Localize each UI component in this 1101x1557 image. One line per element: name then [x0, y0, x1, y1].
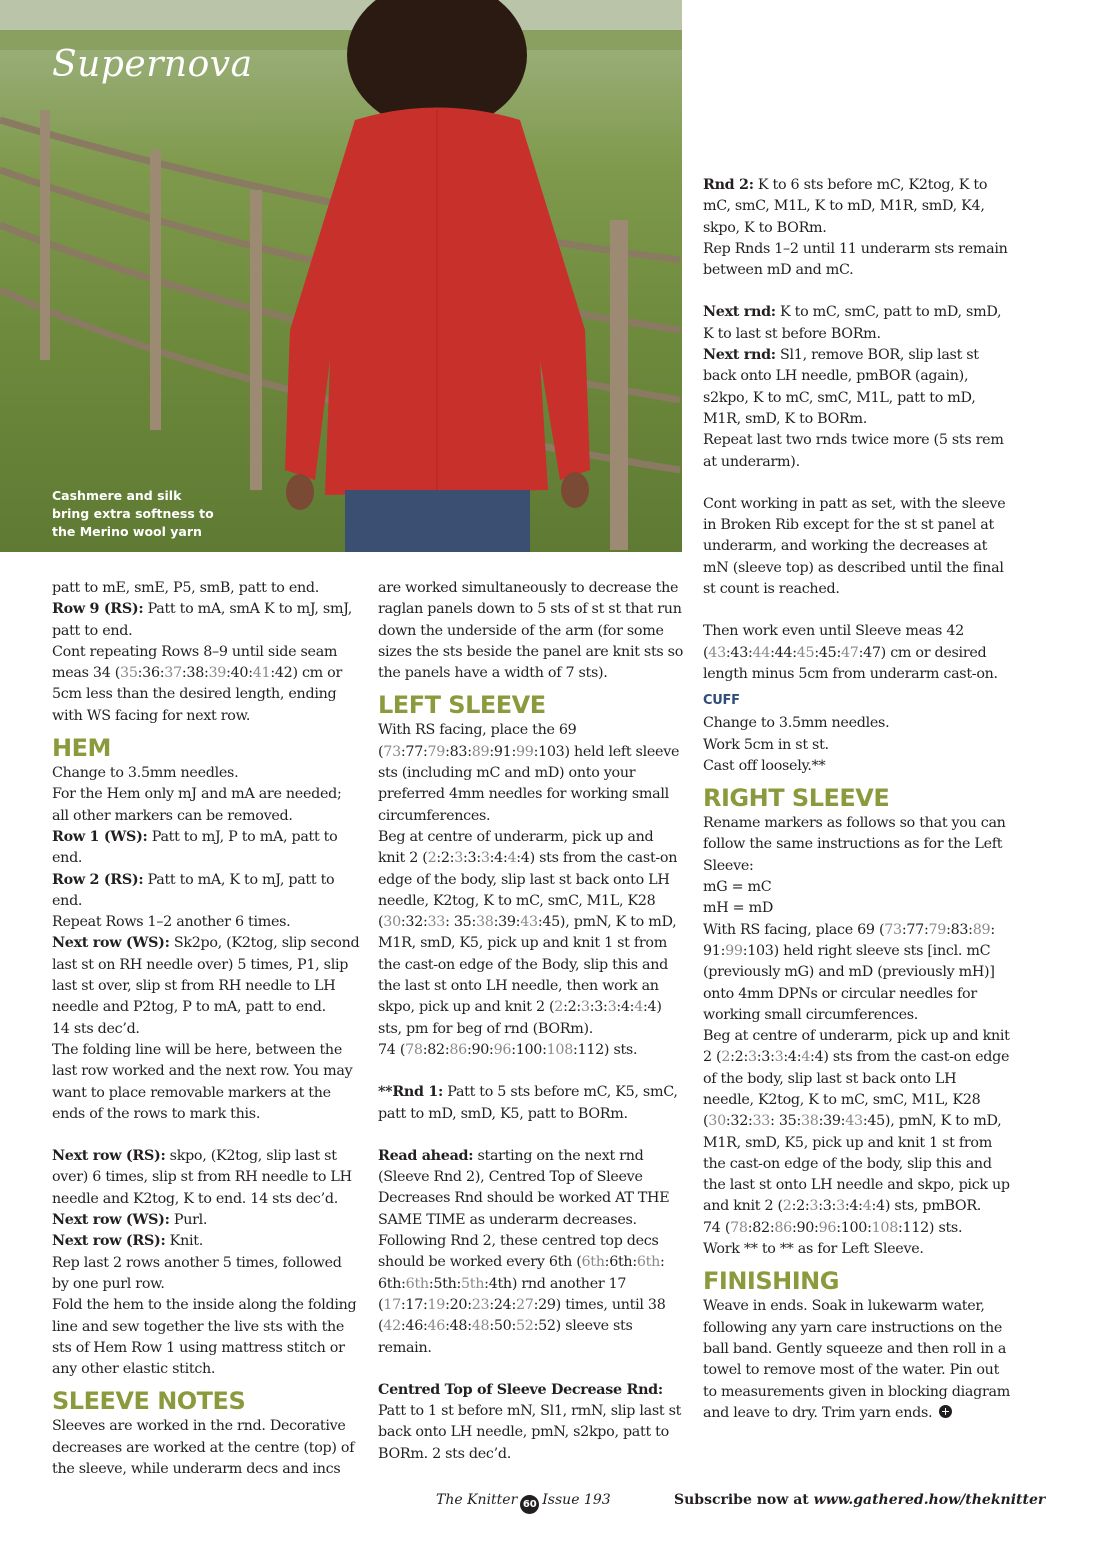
paragraph: Rep Rnds 1–2 until 11 underarm sts remain between mD and mC. — [703, 240, 1008, 279]
paragraph: Row 9 (RS): Patt to mA, smA K to mJ, smJ, patt to end. — [52, 601, 353, 639]
paragraph: With RS facing, place the 69 (73:77:79:83:89:91:99:103) held left sleeve sts (including mC and mD) onto your preferred 4mm needles for working small circumferences. — [378, 722, 680, 824]
paragraph: Next row (WS): Purl. — [52, 1212, 208, 1229]
paragraph: Cont repeating Rows 8–9 until side seam meas 34 (35:36:37:38:39:40:41:42) cm or 5cm less than the desired length, ending with WS facing for next row. — [52, 643, 343, 724]
section-heading-sleeve-notes: SLEEVE NOTES — [52, 1387, 246, 1416]
paragraph: Rep last 2 rows another 5 times, followed by one purl row. — [52, 1254, 342, 1292]
paragraph: mG = mC — [703, 879, 772, 896]
pattern-title: Supernova — [52, 44, 253, 85]
subscribe-label: Subscribe now at — [674, 1492, 814, 1508]
footer-subscribe — [674, 1490, 1045, 1510]
footer-issue — [436, 1490, 611, 1514]
paragraph: Read ahead: starting on the next rnd (Sleeve Rnd 2), Centred Top of Sleeve Decreases Rnd should be worked AT THE SAME TIME as underarm decreases. Following Rnd 2, these centred top decs should be worked every 6th (6th:6th:6th: 6th:6th:5th:5th:4th) rnd another 17 (17:17:19:20:23:24:27:29) times, until 38 (42:46:46:48:48:50:52:52) sleeve sts remain. — [378, 1147, 670, 1356]
column-1 — [52, 578, 362, 1480]
paragraph: Work ** to ** as for Left Sleeve. — [703, 1241, 924, 1258]
column-2 — [378, 578, 684, 1465]
hero-photo — [0, 0, 682, 552]
magazine-name: The Knitter — [436, 1492, 518, 1508]
subheading-cuff: CUFF — [703, 693, 740, 709]
paragraph: Sleeves are worked in the rnd. Decorative decreases are worked at the centre (top) of the sleeve, while underarm decs and incs — [52, 1418, 355, 1477]
section-heading-finishing: FINISHING — [703, 1267, 839, 1296]
paragraph: Rename markers as follows so that you can follow the same instructions as for the Left Sleeve: — [703, 815, 1006, 874]
paragraph: Work 5cm in st st. — [703, 736, 829, 753]
page-number: 60 — [520, 1495, 539, 1514]
paragraph: Cont working in patt as set, with the sleeve in Broken Rib except for the st st panel at underarm, and working the decreases at mN (sleeve top) as described until the final st count is reached. — [703, 495, 1006, 598]
paragraph: For the Hem only mJ and mA are needed; all other markers can be removed. — [52, 786, 342, 824]
paragraph: Beg at centre of underarm, pick up and knit 2 (2:2:3:3:3:4:4:4) sts from the cast-on edge of the body, slip last st back onto LH needle, K2tog, K to mC, smC, M1L, K28 (30:32:33: 35:38:39:43:45), pmN, K to mD, M1R, smD, K5, pick up and knit 1 st from the cast-on edge of the body, slip this and the last st onto LH needle and skpo, pick up and knit 2 (2:2:3:3:3:4:4:4) sts, pmBOR. — [703, 1028, 1010, 1215]
paragraph: patt to mE, smE, P5, smB, patt to end. — [52, 580, 319, 596]
paragraph: Next row (WS): Sk2po, (K2tog, slip second last st on RH needle over) 5 times, P1, slip last st over, slip st from RH needle to LH needle and P2tog, P to mA, patt to end. — [52, 935, 360, 1016]
section-heading-left-sleeve: LEFT SLEEVE — [378, 691, 546, 720]
paragraph: Centred Top of Sleeve Decrease Rnd: Patt to 1 st before mN, Sl1, rmN, slip last st back onto LH needle, pmN, s2kpo, patt to BORm. 2 sts dec’d. — [378, 1381, 682, 1462]
paragraph: 74 (78:82:86:90:96:100:108:112) sts. — [703, 1219, 963, 1236]
paragraph: 74 (78:82:86:90:96:100:108:112) sts. — [378, 1041, 638, 1058]
end-mark-icon — [939, 1405, 952, 1418]
paragraph: Fold the hem to the inside along the folding line and sew together the live sts with the sts of Hem Row 1 using mattress stitch or any other elastic stitch. — [52, 1297, 357, 1378]
paragraph: mH = mD — [703, 900, 774, 917]
subscribe-url[interactable]: www.gathered.how/theknitter — [813, 1492, 1046, 1508]
paragraph: **Rnd 1: Patt to 5 sts before mC, K5, smC, patt to mD, smD, K5, patt to BORm. — [378, 1084, 678, 1122]
paragraph: Row 2 (RS): Patt to mA, K to mJ, patt to end. — [52, 871, 335, 909]
paragraph: Rnd 2: K to 6 sts before mC, K2tog, K to mC, smC, M1L, K to mD, M1R, smD, K4, skpo, K to BORm. — [703, 177, 988, 236]
paragraph: Beg at centre of underarm, pick up and knit 2 (2:2:3:3:3:4:4:4) sts from the cast-on edge of the body, slip last st back onto LH needle, K2tog, K to mC, smC, M1L, K28 (30:32:33: 35:38:39:43:45), pmN, K to mD, M1R, smD, K5, pick up and knit 1 st from the cast-on edge of the Body, slip this and the last st onto LH needle, then work an skpo, pick up and knit 2 (2:2:3:3:3:4:4:4) sts, pm for beg of rnd (BORm). — [378, 828, 678, 1037]
section-heading-hem: HEM — [52, 734, 111, 763]
paragraph: Next rnd: K to mC, smC, patt to mD, smD, K to last st before BORm. — [703, 304, 1002, 342]
paragraph: The folding line will be here, between the last row worked and the next row. You may want to place removable markers at the ends of the rows to mark this. — [52, 1041, 353, 1122]
paragraph: Repeat last two rnds twice more (5 sts rem at underarm). — [703, 432, 1004, 470]
paragraph: Then work even until Sleeve meas 42 (43:43:44:44:45:45:47:47) cm or desired length minus 5cm from underarm cast-on. — [703, 623, 998, 682]
paragraph: Next rnd: Sl1, remove BOR, slip last st back onto LH needle, pmBOR (again), s2kpo, K to mC, smC, M1L, patt to mD, M1R, smD, K to BORm. — [703, 347, 979, 427]
section-heading-right-sleeve: RIGHT SLEEVE — [703, 784, 890, 813]
paragraph: Repeat Rows 1–2 another 6 times. — [52, 914, 291, 931]
paragraph: Next row (RS): skpo, (K2tog, slip last st over) 6 times, slip st from RH needle to LH needle and K2tog, K to end. 14 sts dec’d. — [52, 1148, 352, 1207]
paragraph: are worked simultaneously to decrease the raglan panels down to 5 sts of st st that run down the underside of the arm (for some sizes the sts beside the panel are knit sts so the panels have a width of 7 sts). — [378, 580, 684, 682]
paragraph: Weave in ends. Soak in lukewarm water, following any yarn care instructions on the ball band. Gently squeeze and then roll in a towel to remove most of the water. Pin out to measurements given in blocking diagram and leave to dry. Trim yarn ends. — [703, 1298, 1010, 1421]
photo-caption: Cashmere and silk bring extra softness to the Merino wool yarn — [52, 488, 214, 539]
paragraph: 14 sts dec’d. — [52, 1020, 140, 1037]
paragraph: Next row (RS): Knit. — [52, 1233, 203, 1250]
paragraph: Change to 3.5mm needles. — [52, 765, 239, 782]
paragraph: Cast off loosely.** — [703, 757, 826, 774]
issue-number: Issue 193 — [542, 1492, 611, 1508]
paragraph: With RS facing, place 69 (73:77:79:83:89: 91:99:103) held right sleeve sts [incl. mC (previously mG) and mD (previously mH)] onto 4mm DPNs or circular needles for working small circumferences. — [703, 921, 995, 1023]
paragraph: Change to 3.5mm needles. — [703, 715, 890, 732]
column-3 — [703, 175, 1011, 1424]
paragraph: Row 1 (WS): Patt to mJ, P to mA, patt to end. — [52, 828, 338, 867]
